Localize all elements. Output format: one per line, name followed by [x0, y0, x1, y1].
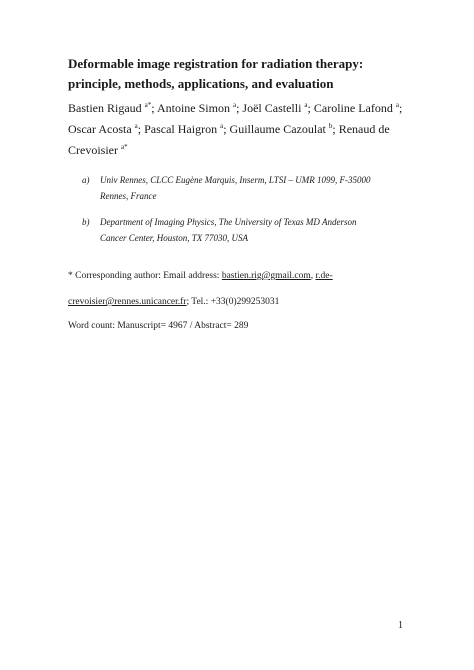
author-name: Joël Castelli — [242, 101, 302, 115]
affiliation-text: Department of Imaging Physics, The University of Texas MD Anderson Cancer Center, Houston, TX 77030, USA — [100, 217, 357, 243]
email-separator: , — [310, 271, 316, 281]
author-list — [68, 98, 408, 161]
author-affiliation-mark: a* — [121, 143, 128, 151]
author-affiliation-mark: a — [395, 101, 399, 109]
word-count: Word count: Manuscript= 4967 / Abstract= 289 — [68, 321, 249, 331]
affiliation-a — [82, 172, 382, 204]
telephone: ; Tel.: +33(0)299253031 — [186, 297, 280, 307]
author-separator: ; — [137, 122, 145, 136]
author-name: Renaud de Crevoisier — [68, 122, 390, 157]
author-separator: ; — [332, 122, 339, 136]
page-number: 1 — [398, 620, 403, 631]
author-affiliation-mark: a — [134, 122, 138, 130]
affiliation-text: Univ Rennes, CLCC Eugène Marquis, Inserm, LTSI – UMR 1099, F-35000 Rennes, France — [100, 175, 371, 201]
author-name: Oscar Acosta — [68, 122, 132, 136]
corresponding-author-line — [68, 270, 398, 282]
author-affiliation-mark: a — [232, 101, 237, 109]
paper-title: Deformable image registration for radiation therapy: principle, methods, applications, and evaluation — [68, 56, 364, 91]
author-separator: ; — [307, 101, 314, 115]
author-separator: ; — [223, 122, 230, 136]
email-link-rigaud[interactable]: bastien.rig@gmail.com — [221, 271, 311, 281]
author-separator: ; — [236, 101, 243, 115]
author-separator: ; — [151, 101, 157, 115]
affiliation-label: b) — [82, 217, 90, 227]
affiliation-label: a) — [82, 175, 90, 185]
author-name: Bastien Rigaud — [68, 101, 142, 115]
email-link-crevoisier-part1[interactable]: r.de- — [315, 271, 333, 281]
author-separator: ; — [398, 101, 403, 115]
author-affiliation-mark: a — [220, 122, 224, 130]
author-affiliation-mark: b — [328, 122, 333, 130]
author-affiliation-mark: a* — [144, 101, 152, 109]
email-link-crevoisier-part2[interactable]: crevoisier@rennes.unicancer.fr — [68, 297, 187, 307]
corresponding-prefix: * Corresponding author: Email address: — [68, 271, 222, 281]
author-name: Pascal Haigron — [144, 122, 218, 136]
corresponding-author-line-2 — [68, 296, 398, 308]
author-affiliation-mark: a — [304, 101, 308, 109]
author-name: Antoine Simon — [156, 101, 230, 115]
author-name: Caroline Lafond — [313, 101, 393, 115]
author-name: Guillaume Cazoulat — [229, 122, 326, 136]
affiliation-b — [82, 214, 382, 246]
